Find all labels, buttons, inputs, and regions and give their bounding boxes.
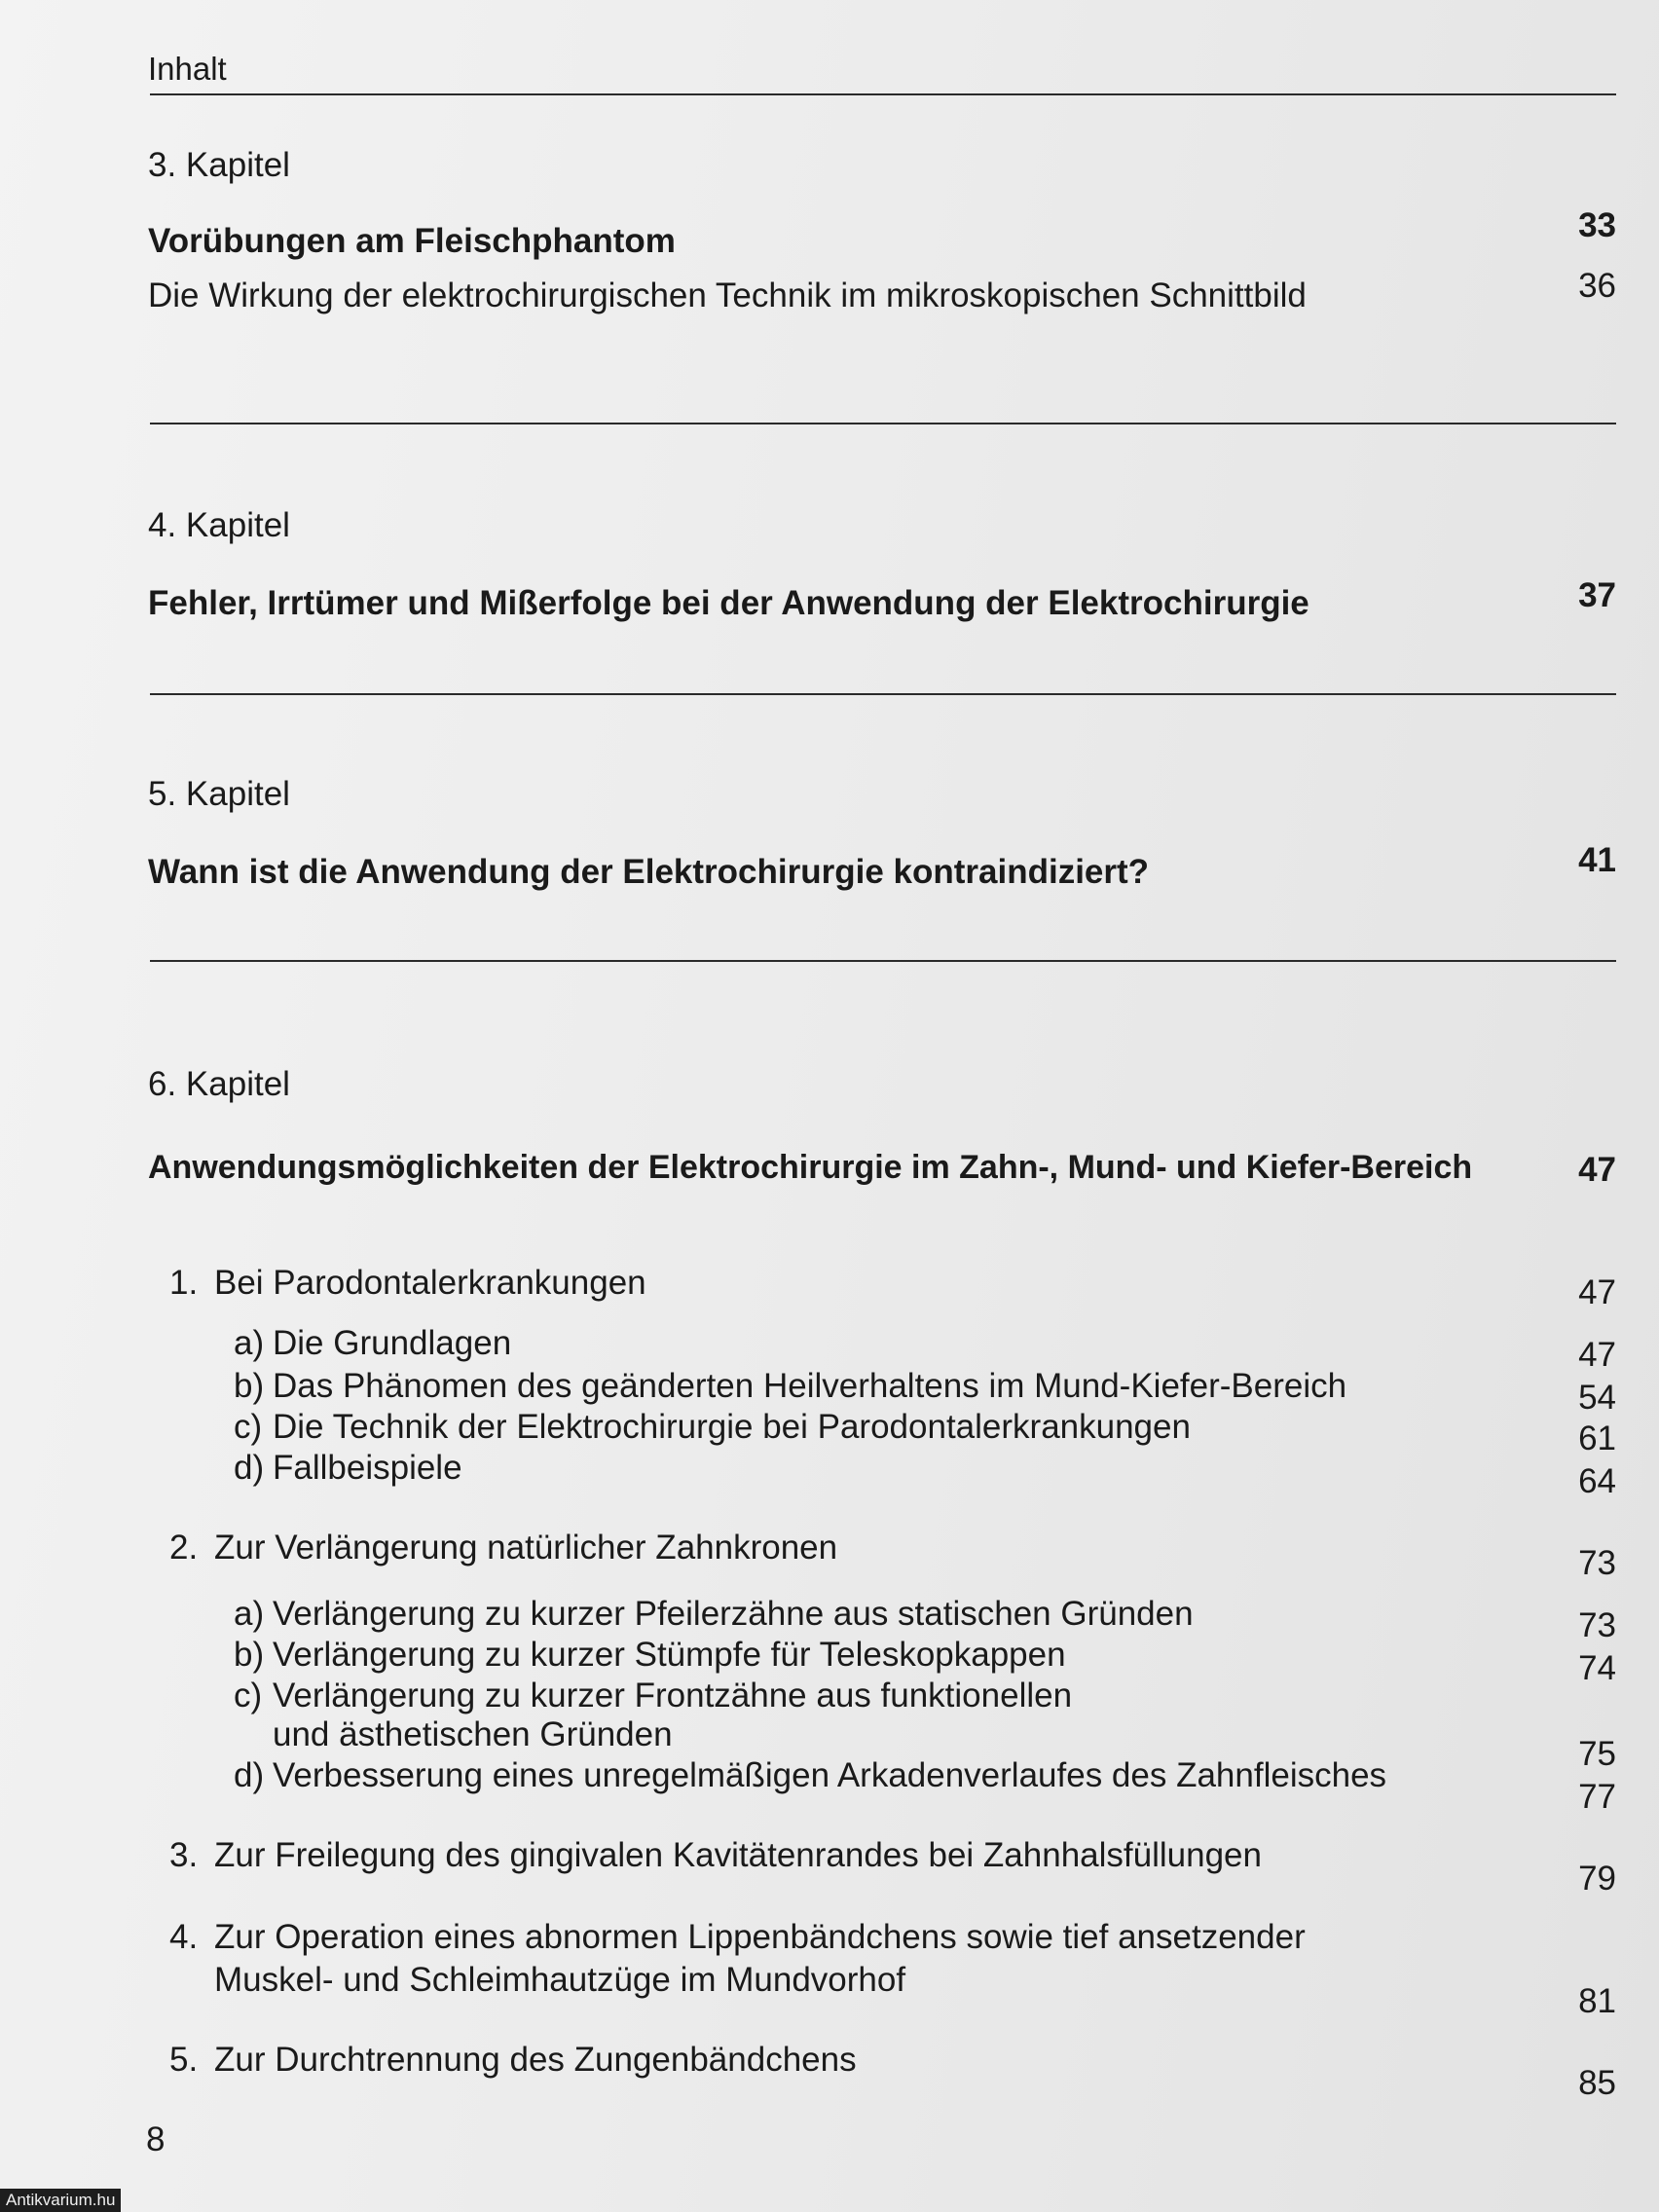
item-4-number: 4.: [169, 1918, 199, 1956]
chapter-5-page: 41: [1578, 841, 1616, 879]
item-1-text: Bei Parodontalerkrankungen: [214, 1264, 646, 1302]
item-2c-text-line2: und ästhetischen Gründen: [273, 1715, 673, 1753]
header-rule: [150, 93, 1616, 95]
chapter-4-page: 37: [1578, 576, 1616, 614]
chapter-5-label: 5. Kapitel: [148, 775, 290, 813]
item-2c-letter: c): [234, 1677, 263, 1714]
item-2b-letter: b): [234, 1636, 265, 1674]
page-number: 8: [146, 2120, 166, 2158]
item-2-text: Zur Verlängerung natürlicher Zahnkronen: [214, 1529, 838, 1567]
item-2d-letter: d): [234, 1756, 265, 1794]
item-5-text: Zur Durchtrennung des Zungenbändchens: [214, 2041, 857, 2079]
item-1b-page: 54: [1578, 1379, 1616, 1417]
item-1a-text: Die Grundlagen: [273, 1324, 512, 1362]
item-2d-text: Verbesserung eines unregelmäßigen Arkadenverlaufes des Zahnfleisches: [273, 1756, 1387, 1794]
chapter-3-title: Vorübungen am Fleischphantom: [148, 222, 676, 260]
item-2c-text: Verlängerung zu kurzer Frontzähne aus funktionellen: [273, 1677, 1073, 1714]
item-3-page: 79: [1578, 1860, 1616, 1898]
item-3-number: 3.: [169, 1836, 199, 1874]
watermark-logo: Antikvarium.hu: [0, 2189, 121, 2212]
chapter-5-title: Wann ist die Anwendung der Elektrochirurgie kontraindiziert?: [148, 853, 1150, 891]
item-1-number: 1.: [169, 1264, 199, 1302]
chapter-4-title: Fehler, Irrtümer und Mißerfolge bei der Anwendung der Elektrochirurgie: [148, 584, 1309, 622]
item-4-text-line2: Muskel- und Schleimhautzüge im Mundvorhof: [214, 1961, 906, 1999]
item-1c-text: Die Technik der Elektrochirurgie bei Parodontalerkrankungen: [273, 1408, 1191, 1446]
item-1d-page: 64: [1578, 1462, 1616, 1500]
item-1d-letter: d): [234, 1449, 265, 1487]
item-2a-page: 73: [1578, 1606, 1616, 1644]
running-header: Inhalt: [148, 51, 227, 87]
section-rule: [150, 423, 1616, 424]
chapter-6-label: 6. Kapitel: [148, 1065, 290, 1103]
item-1d-text: Fallbeispiele: [273, 1449, 462, 1487]
item-2b-text: Verlängerung zu kurzer Stümpfe für Teleskopkappen: [273, 1636, 1066, 1674]
item-5-number: 5.: [169, 2041, 199, 2079]
chapter-3-label: 3. Kapitel: [148, 146, 290, 184]
section-rule: [150, 693, 1616, 695]
item-1a-page: 47: [1578, 1336, 1616, 1374]
item-2a-letter: a): [234, 1595, 265, 1633]
item-2-page: 73: [1578, 1544, 1616, 1582]
item-4-text: Zur Operation eines abnormen Lippenbändchens sowie tief ansetzender: [214, 1918, 1306, 1956]
section-rule: [150, 960, 1616, 962]
item-2b-page: 74: [1578, 1649, 1616, 1687]
chapter-3-entry-page: 36: [1578, 267, 1616, 305]
chapter-3-page: 33: [1578, 206, 1616, 244]
chapter-3-entry: Die Wirkung der elektrochirurgischen Technik im mikroskopischen Schnittbild: [148, 276, 1307, 314]
item-2c-page: 75: [1578, 1735, 1616, 1773]
chapter-6-page: 47: [1578, 1151, 1616, 1189]
item-1b-letter: b): [234, 1367, 265, 1405]
item-1c-letter: c): [234, 1408, 263, 1446]
item-2a-text: Verlängerung zu kurzer Pfeilerzähne aus statischen Gründen: [273, 1595, 1194, 1633]
item-2-number: 2.: [169, 1529, 199, 1567]
item-1b-text: Das Phänomen des geänderten Heilverhaltens im Mund-Kiefer-Bereich: [273, 1367, 1347, 1405]
item-4-page: 81: [1578, 1982, 1616, 2020]
item-1c-page: 61: [1578, 1419, 1616, 1457]
chapter-4-label: 4. Kapitel: [148, 506, 290, 544]
item-3-text: Zur Freilegung des gingivalen Kavitätenrandes bei Zahnhalsfüllungen: [214, 1836, 1262, 1874]
item-2d-page: 77: [1578, 1778, 1616, 1816]
item-1a-letter: a): [234, 1324, 265, 1362]
item-5-page: 85: [1578, 2064, 1616, 2102]
item-1-page: 47: [1578, 1273, 1616, 1311]
chapter-6-title: Anwendungsmöglichkeiten der Elektrochirurgie im Zahn-, Mund- und Kiefer-Bereich: [148, 1149, 1473, 1186]
